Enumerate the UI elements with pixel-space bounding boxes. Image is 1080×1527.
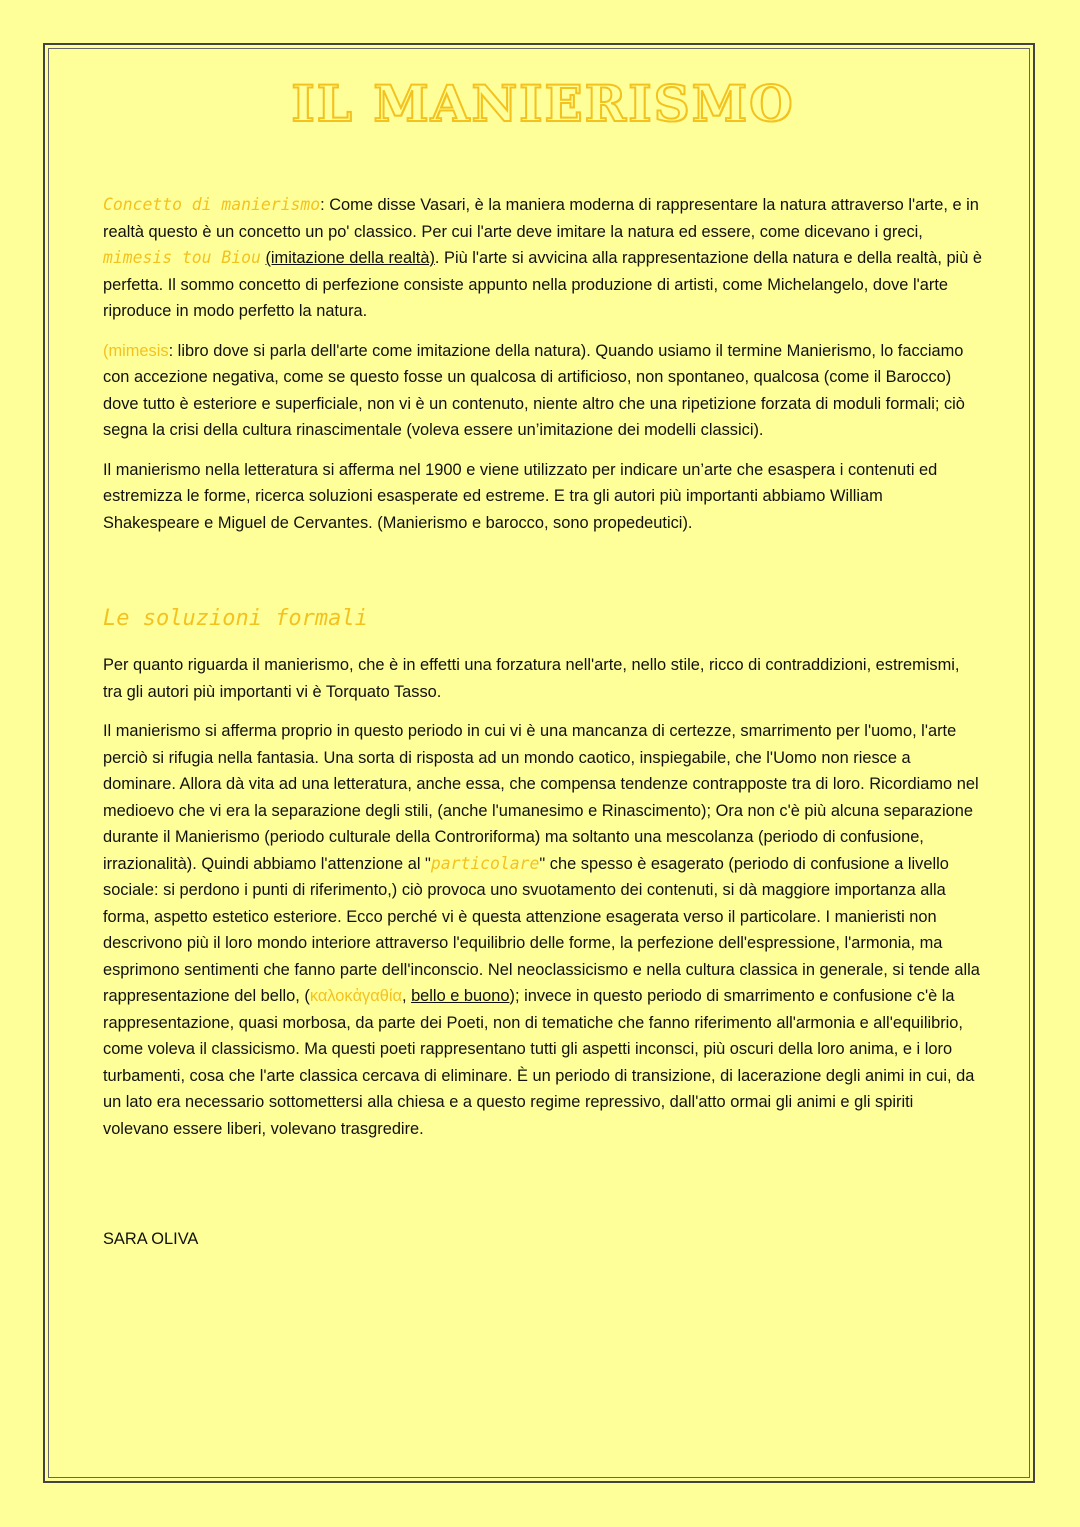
p1-text-a: : Come disse Vasari, è la maniera moderna di rappresentare la natura attraverso l'arte, e in realtà questo è un concetto un po' classico. Per cui l'arte deve imitare la natura ed essere, come dicevano i greci, bbox=[103, 196, 979, 241]
term-kalokagathia: καλοκἀγαθία bbox=[309, 987, 402, 1005]
p2-open-paren: ( bbox=[103, 341, 109, 360]
underlined-bello-e-buono: bello e buono bbox=[411, 987, 510, 1005]
underlined-imitazione: (imitazione della realtà) bbox=[265, 249, 435, 267]
section-heading-soluzioni: Le soluzioni formali bbox=[103, 606, 368, 631]
p2-text: : libro dove si parla dell'arte come imitazione della natura). Quando usiamo il termine Manierismo, lo facciamo con accezione negativa, come se questo fosse un qualcosa di artificioso, non spontaneo, qualcosa (come il Barocco) dove tutto è esteriore e superficiale, non vi è un contenuto, niente altro che una ripetizione forzata di moduli formali; ciò segna la crisi della cultura rinascimentale (voleva essere un’imitazione dei modelli classici). bbox=[103, 341, 965, 439]
p5-text-d: ); invece in questo periodo di smarrimento e confusione c'è la rappresentazione, quasi morbosa, da parte dei Poeti, non di tematiche che fanno riferimento all'armonia e all'equilibrio, come voleva il classicismo. Ma questi poeti rappresentano tutti gli aspetti inconsci, più oscuri della loro anima, e i loro turbamenti, cosa che l'arte classica cercava di eliminare. È un periodo di transizione, di lacerazione degli animi in cui, da un lato era necessario sottomettersi alla chiesa e a questo regime repressivo, dall'atto ormai gli animi e gli spiriti volevano essere liberi, volevano trasgredire. bbox=[103, 987, 975, 1138]
paragraph-letteratura: Il manierismo nella letteratura si afferma nel 1900 e viene utilizzato per indicare un’arte che esaspera i contenuti ed estremizza le forme, ricerca soluzioni esasperate ed estreme. E tra gli autori più importanti abbiamo William Shakespeare e Miguel de Cervantes. (Manierismo e barocco, sono propedeutici). bbox=[103, 460, 938, 532]
author-signature: SARA OLIVA bbox=[103, 1230, 199, 1248]
p1-text-c: . Più l'arte si avvicina alla rappresentazione della natura e della realtà, più è perfetta. Il sommo concetto di perfezione consiste appunto nella produzione di artisti, come Michelangelo, dove l'arte riproduce in modo perfetto la natura. bbox=[103, 249, 982, 320]
term-mimesis: mimesis bbox=[108, 341, 169, 360]
p5-text-b: " che spesso è esagerato (periodo di confusione a livello sociale: si perdono i punti di riferimento,) ciò provoca uno svuotamento dei contenuti, si dà maggiore importanza alla forma, aspetto estetico esteriore. Ecco perché vi è questa attenzione esagerata verso il particolare. I manieristi non descrivono più il loro mondo interiore attraverso l'equilibrio delle forme, la perfezione dell'espressione, l'armonia, ma esprimono sentimenti che fanno parte dell'inconscio. Nel neoclassicismo e nella cultura classica in generale, si tende alla rappresentazione del bello, ( bbox=[103, 854, 980, 1005]
term-particolare: particolare bbox=[430, 853, 540, 873]
term-concetto: Concetto di manierismo bbox=[103, 195, 321, 214]
p5-text-a: Il manierismo si afferma proprio in questo periodo in cui vi è una mancanza di certezze, smarrimento per l'uomo, l'arte perciò si rifugia nella fantasia. Una sorta di risposta ad un mondo caotico, inspiegabile, che l'Uomo non riesce a dominare. Allora dà vita ad una letteratura, anche essa, che compensa tendenze contrapposte tra di loro. Ricordiamo nel medioevo che vi era la separazione degli stili, (anche l'umanesimo e Rinascimento); Ora non c'è più alcuna separazione durante il Manierismo (periodo culturale della Controriforma) ma soltanto una mescolanza (periodo di confusione, irrazionalità). Quindi abbiamo l'attenzione al " bbox=[103, 722, 979, 873]
term-mimesis-tou-biou: mimesis tou Biou bbox=[103, 248, 261, 267]
paragraph-tasso: Per quanto riguarda il manierismo, che è in effetti una forzatura nell'arte, nello stile, ricco di contraddizioni, estremismi, tra gli autori più importanti vi è Torquato Tasso. bbox=[103, 656, 960, 701]
paragraph-mimesis bbox=[103, 338, 983, 444]
p5-text-c: , bbox=[401, 987, 412, 1005]
document-body bbox=[103, 72, 983, 1249]
paragraph-concept bbox=[103, 192, 983, 325]
page-title: IL MANIERISMO bbox=[291, 74, 795, 133]
paragraph-particolare bbox=[103, 718, 983, 1142]
